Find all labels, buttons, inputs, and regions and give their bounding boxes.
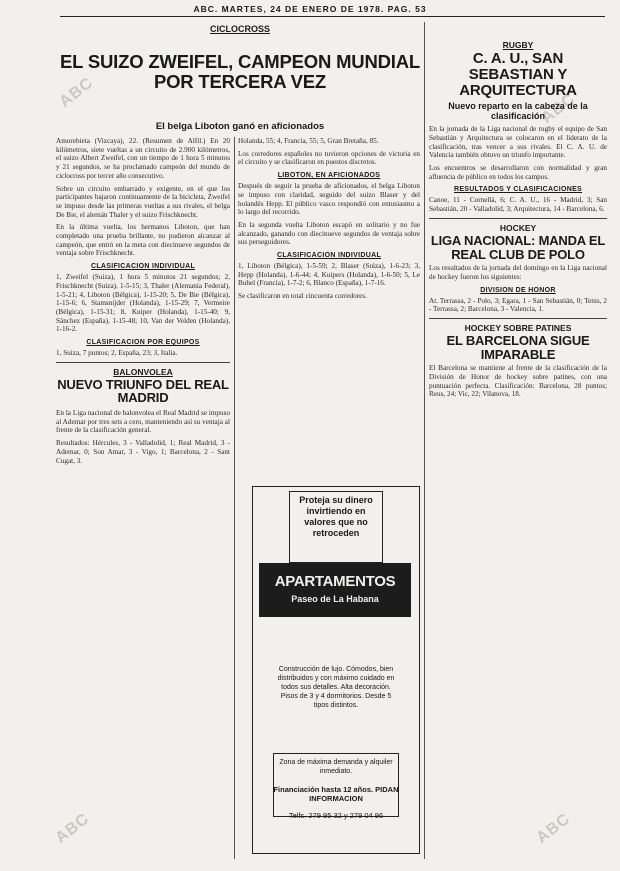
middle-column <box>238 137 420 482</box>
results-paragraph: 1, Liboton (Bélgica), 1-5-59; 2, Blaser (Suiza), 1-6-23; 3, Hepp (Holanda), 1-6-44; 4, Kuipers (Holanda), 1-6-50; 5, Le Buhel (Francia), 1-7-2; 6, Blanco (España), 1-7-16. <box>238 262 420 288</box>
results-paragraph: 1, Zweifel (Suiza), 1 hora 5 minutos 21 segundos; 2, Frischknecht (Suiza), 1-5-15; 3, Thaler (Alemania Federal), 1-5-21; 4, Liboton (Bélgica), 1-15-20; 5, De Bie (Bélgica), 1-15-6; 6, Stamsnijder (Holanda), 1-15-29; 7, Vermeire (Bélgica), 1-15-31; 8, Kuiper (Holanda), 1-15-40; 9, Sánchez (España), 1-15-48; 10, Van der Velden (Holanda), 1-16-2. <box>56 273 230 334</box>
results-paragraph: At. Terrassa, 2 - Polo, 3; Egara, 1 - San Sebastián, 0; Tenis, 2 - Terrassa, 2; Barcelona, 3 - Valencia, 1. <box>429 296 607 314</box>
column-divider-right <box>424 22 425 859</box>
column-divider-left <box>234 137 235 859</box>
section-heading: CLASIFICACION POR EQUIPOS <box>86 339 200 347</box>
divider <box>429 318 607 319</box>
article-paragraph: El Barcelona se mantiene al frente de la clasificación de la División de Honor de hockey sobre patines, con una puntuación perfecta. Clasificación: Barcelona, 28 puntos; Reus, 24; Vic, 22; Vilanova, 18. <box>429 364 607 399</box>
article-paragraph: En la Liga nacional de balonvolea el Real Madrid se impuso al Ademar por tres sets a cero, manteniendo así su ventaja al frente de la clasificación general. <box>56 409 230 435</box>
section-kicker-cyclocross: CICLOCROSS <box>209 24 270 34</box>
ad-financing: Financiación hasta 12 años. PIDAN INFORMACION <box>273 785 399 803</box>
divider <box>56 362 230 363</box>
right-column <box>429 22 607 861</box>
article-paragraph: Los corredores españoles no tuvieron opciones de victoria en el circuito y se clasificaron en puestos discretos. <box>238 149 420 167</box>
rugby-headline: C. A. U., SAN SEBASTIAN Y ARQUITECTURA <box>459 50 577 99</box>
apartment-advertisement <box>252 486 420 854</box>
watermark-bottom-right: ABC <box>533 810 574 847</box>
main-subheadline: El belga Liboton ganó en aficionados <box>155 121 325 132</box>
article-paragraph: Amorebieta (Vizcaya), 22. (Resumen de Alfil.) En 20 kilómetros, siete vueltas a un circuito de 2.900 kilómetros, el suizo Albert Zweifel, con un tiempo de 1 hora 5 minutos y 21 segundos, se ha proclamado campeón del mundo de ciclocross por tercer año consecutivo. <box>56 137 230 180</box>
results-paragraph: Holanda, 55; 4, Francia, 55; 5, Gran Bretaña, 85. <box>238 137 379 145</box>
article-paragraph: Sobre un circuito embarrado y exigente, en el que los participantes bajaron continuamente de la bicicleta, Zweifel se impuso desde las primeras vueltas a sus rivales, el belga De Bie, el alemán Thaler y el suizo Frischknecht. <box>56 184 230 219</box>
article-paragraph: En la última vuelta, los hermanos Liboton, que han completado una prueba brillante, no pudieron alcanzar al campeón, que entró en la meta con diecinueve segundos de ventaja sobre Frischknecht. <box>56 223 230 258</box>
header-rule <box>60 16 605 17</box>
left-column <box>56 137 230 861</box>
watermark-top-left: ABC <box>56 74 97 111</box>
section-kicker-roller-hockey: HOCKEY SOBRE PATINES <box>464 322 572 333</box>
rugby-subheadline: Nuevo reparto en la cabeza de la clasificación <box>448 101 588 122</box>
main-headline-text: EL SUIZO ZWEIFEL, CAMPEON MUNDIAL POR TERCERA VEZ <box>60 51 420 93</box>
section-heading: LIBOTON, EN AFICIONADOS <box>277 172 381 180</box>
ad-banner-subtitle: Paseo de La Habana <box>291 594 379 604</box>
article-paragraph: Los encuentros se desarrollaron con normalidad y gran afluencia de público en todos los campos. <box>429 164 607 181</box>
section-heading: CLASIFICACION INDIVIDUAL <box>90 263 196 271</box>
roller-hockey-headline: EL BARCELONA SIGUE IMPARABLE <box>446 332 590 362</box>
ad-demand-box: Zona de máxima demanda y alquiler inmediato. <box>273 753 399 817</box>
section-kicker-volleyball: BALONVOLEA <box>113 366 173 377</box>
article-paragraph: En la segunda vuelta Liboton escapó en solitario y no fue alcanzado, ganando con diecinueve segundos de ventaja sobre sus perseguidores. <box>238 220 420 247</box>
main-headline <box>58 52 422 93</box>
divider <box>429 218 607 219</box>
ad-telephones: Telfs. 279 95 32 y 279 04 96 <box>288 811 384 820</box>
section-heading: DIVISION DE HONOR <box>480 286 556 294</box>
article-paragraph: Se clasificaron en total cincuenta corredores. <box>238 292 367 301</box>
section-heading: RESULTADOS Y CLASIFICACIONES <box>453 186 583 194</box>
article-paragraph: Los resultados de la jornada del domingo en la Liga nacional de hockey fueron los siguientes: <box>429 264 607 281</box>
page-header: ABC. MARTES, 24 DE ENERO DE 1978. PAG. 53 <box>193 4 427 14</box>
article-paragraph: Después de seguir la prueba de aficionados, el belga Liboton se impuso con claridad, seguido del suizo Blaser y del holandés Hepp. El público vasco respondió con entusiasmo a lo largo del recorrido. <box>238 182 420 217</box>
ad-description: Construcción de lujo. Cómodos, bien distribuidos y con máximo cuidado en todos sus detalles. Alta decoración. Pisos de 3 y 4 dormitorios. Desde 5 tipos distintos. <box>277 666 395 709</box>
ad-banner-title: APARTAMENTOS <box>274 573 396 590</box>
section-kicker-hockey: HOCKEY <box>499 222 537 233</box>
volleyball-headline: NUEVO TRIUNFO DEL REAL MADRID <box>57 376 229 406</box>
ad-banner <box>259 563 411 617</box>
watermark-top-right: ABC <box>538 90 579 127</box>
section-kicker-rugby: RUGBY <box>502 40 534 50</box>
hockey-headline: LIGA NACIONAL: MANDA EL REAL CLUB DE POLO <box>430 232 606 262</box>
results-paragraph: Resultados: Hércules, 3 - Valladolid, 1; Real Madrid, 3 - Ademar, 0; Son Amar, 3 - Vigo, 1; Barcelona, 2 - Sant Cugat, 3. <box>56 439 230 465</box>
results-paragraph: Canoe, 11 - Cornellá, 6; C. A. U., 16 - Madrid, 3; San Sebastián, 20 - Valladolid, 3; Arquitectura, 14 - Barcelona, 6. <box>429 196 607 214</box>
ad-slogan: Proteja su dinero invirtiendo en valores que no retroceden <box>289 491 383 563</box>
results-paragraph: 1, Suiza, 7 puntos; 2, España, 23; 3, Italia. <box>56 349 178 358</box>
watermark-bottom-left: ABC <box>52 810 93 847</box>
article-paragraph: En la jornada de la Liga nacional de rugby el equipo de San Sebastián y Arquitectura se colocaron en el liderato de la clasificación, tras vencer a sus rivales. El C. A. U. de Valencia también obtuvo un triunfo importante. <box>429 125 607 160</box>
section-heading: CLASIFICACION INDIVIDUAL <box>276 252 382 260</box>
